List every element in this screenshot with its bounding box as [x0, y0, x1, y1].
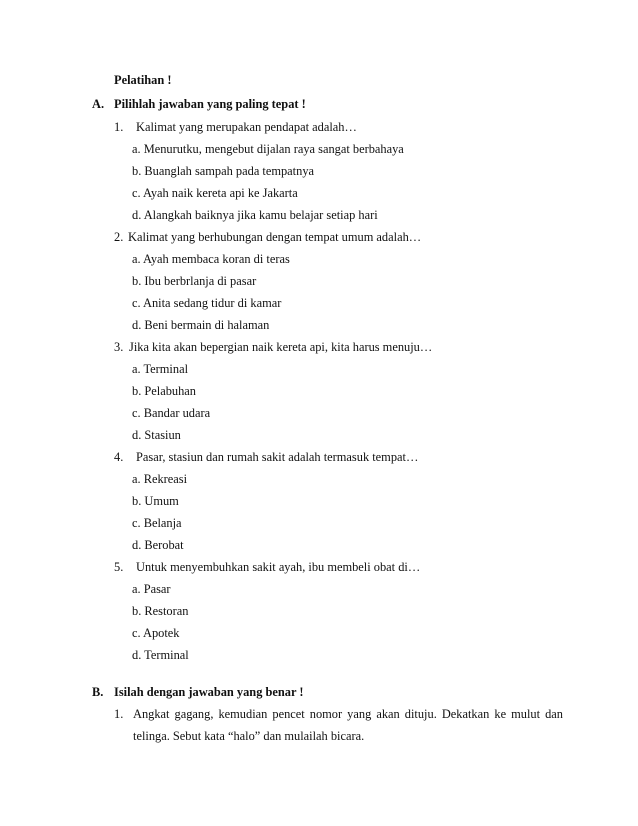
option-item: b. Restoran: [132, 604, 189, 618]
option-item: d. Terminal: [132, 648, 189, 662]
option-item: d. Alangkah baiknya jika kamu belajar setiap hari: [132, 208, 378, 222]
option-item: b. Buanglah sampah pada tempatnya: [132, 164, 315, 178]
section-a-label: A.: [92, 97, 105, 111]
option-item: c. Anita sedang tidur di kamar: [132, 296, 282, 310]
page-title: Pelatihan !: [114, 73, 172, 87]
question-number: 5.: [114, 560, 124, 574]
item-number: 1.: [114, 707, 124, 721]
question-text: Untuk menyembuhkan sakit ayah, ibu membeli obat di…: [136, 560, 421, 574]
option-item: c. Ayah naik kereta api ke Jakarta: [132, 186, 298, 200]
option-item: a. Menurutku, mengebut dijalan raya sangat berbahaya: [132, 142, 404, 156]
option-item: a. Ayah membaca koran di teras: [132, 252, 290, 266]
option-item: a. Pasar: [132, 582, 171, 596]
option-item: d. Stasiun: [132, 428, 181, 442]
option-item: c. Apotek: [132, 626, 180, 640]
option-item: c. Bandar udara: [132, 406, 211, 420]
option-item: d. Berobat: [132, 538, 184, 552]
section-b-heading: Isilah dengan jawaban yang benar !: [114, 685, 304, 699]
question-number: 2.: [114, 230, 124, 244]
question-number: 4.: [114, 450, 124, 464]
item-text-line: telinga. Sebut kata “halo” dan mulailah bicara.: [133, 729, 365, 743]
option-item: d. Beni bermain di halaman: [132, 318, 270, 332]
section-b-label: B.: [92, 685, 104, 699]
section-a-heading: Pilihlah jawaban yang paling tepat !: [114, 97, 306, 111]
option-item: c. Belanja: [132, 516, 182, 530]
question-number: 3.: [114, 340, 124, 354]
question-text: Kalimat yang berhubungan dengan tempat umum adalah…: [128, 230, 422, 244]
option-item: b. Umum: [132, 494, 179, 508]
option-item: b. Pelabuhan: [132, 384, 197, 398]
item-text-line: Angkat gagang, kemudian pencet nomor yang akan dituju. Dekatkan ke mulut dan: [133, 707, 563, 721]
option-item: a. Rekreasi: [132, 472, 188, 486]
question-text: Jika kita akan bepergian naik kereta api, kita harus menuju…: [129, 340, 433, 354]
option-item: b. Ibu berbrlanja di pasar: [132, 274, 257, 288]
question-number: 1.: [114, 120, 124, 134]
question-text: Kalimat yang merupakan pendapat adalah…: [136, 120, 357, 134]
question-text: Pasar, stasiun dan rumah sakit adalah termasuk tempat…: [136, 450, 419, 464]
option-item: a. Terminal: [132, 362, 189, 376]
